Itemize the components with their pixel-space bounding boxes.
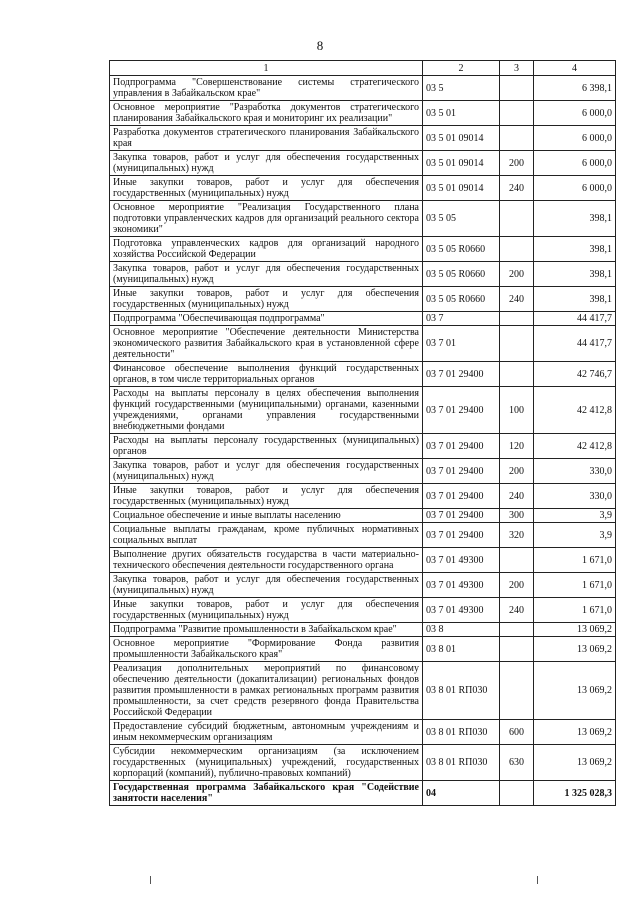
row-code-cell: 03 7 01 49300 <box>423 598 500 623</box>
row-name-cell: Закупка товаров, работ и услуг для обеспечения государственных (муниципальных) нужд <box>110 573 423 598</box>
row-code-cell: 03 5 05 <box>423 201 500 237</box>
row-name-cell: Основное мероприятие "Формирование Фонда развития промышленности Забайкальского края" <box>110 637 423 662</box>
row-code-cell: 03 5 <box>423 76 500 101</box>
row-expense-type-cell: 600 <box>500 720 534 745</box>
row-expense-type-cell <box>500 662 534 720</box>
row-name-cell: Основное мероприятие "Обеспечение деятельности Министерства экономического развития Забайкальского края в установленной сфере деятельности" <box>110 326 423 362</box>
row-code-cell: 03 8 01 <box>423 637 500 662</box>
row-expense-type-cell: 320 <box>500 523 534 548</box>
row-name-cell: Подпрограмма "Обеспечивающая подпрограмма" <box>110 312 423 326</box>
row-expense-type-cell <box>500 237 534 262</box>
row-code-cell: 03 7 01 <box>423 326 500 362</box>
row-name-cell: Расходы на выплаты персоналу государственных (муниципальных) органов <box>110 434 423 459</box>
row-expense-type-cell <box>500 548 534 573</box>
row-name-cell: Иные закупки товаров, работ и услуг для обеспечения государственных (муниципальных) нужд <box>110 484 423 509</box>
row-expense-type-cell <box>500 201 534 237</box>
row-sum-cell: 44 417,7 <box>534 312 616 326</box>
row-expense-type-cell: 300 <box>500 509 534 523</box>
header-col-1: 1 <box>110 61 423 76</box>
row-code-cell: 03 5 05 R0660 <box>423 287 500 312</box>
row-code-cell: 03 7 01 29400 <box>423 434 500 459</box>
table-row <box>110 434 616 459</box>
row-sum-cell: 398,1 <box>534 287 616 312</box>
row-name-cell: Иные закупки товаров, работ и услуг для обеспечения государственных (муниципальных) нужд <box>110 287 423 312</box>
row-sum-cell: 1 671,0 <box>534 598 616 623</box>
row-name-cell: Выполнение других обязательств государства в части материально-технического обеспечения деятельности государственного органа <box>110 548 423 573</box>
row-sum-cell: 42 412,8 <box>534 434 616 459</box>
row-code-cell: 03 7 <box>423 312 500 326</box>
row-expense-type-cell <box>500 101 534 126</box>
table-row <box>110 176 616 201</box>
table-row <box>110 484 616 509</box>
row-expense-type-cell: 240 <box>500 287 534 312</box>
row-expense-type-cell <box>500 623 534 637</box>
table-row <box>110 126 616 151</box>
row-sum-cell: 6 000,0 <box>534 151 616 176</box>
row-sum-cell: 330,0 <box>534 459 616 484</box>
table-row <box>110 76 616 101</box>
row-sum-cell: 42 412,8 <box>534 387 616 434</box>
row-sum-cell: 398,1 <box>534 262 616 287</box>
row-code-cell: 03 5 05 R0660 <box>423 262 500 287</box>
row-code-cell: 03 7 01 29400 <box>423 523 500 548</box>
row-expense-type-cell <box>500 312 534 326</box>
row-code-cell: 03 7 01 49300 <box>423 548 500 573</box>
table-row <box>110 262 616 287</box>
table-row <box>110 623 616 637</box>
row-expense-type-cell: 240 <box>500 598 534 623</box>
row-sum-cell: 6 398,1 <box>534 76 616 101</box>
row-code-cell: 04 <box>423 781 500 806</box>
row-sum-cell: 398,1 <box>534 237 616 262</box>
row-expense-type-cell: 200 <box>500 459 534 484</box>
row-name-cell: Расходы на выплаты персоналу в целях обеспечения выполнения функций государственными (муниципальными) органами, казенными учреждениями, органами управления государственными внебюджетными фондами <box>110 387 423 434</box>
row-expense-type-cell: 120 <box>500 434 534 459</box>
row-sum-cell: 3,9 <box>534 523 616 548</box>
table-body <box>110 76 616 806</box>
header-col-2: 2 <box>423 61 500 76</box>
row-expense-type-cell <box>500 781 534 806</box>
row-expense-type-cell: 200 <box>500 262 534 287</box>
row-code-cell: 03 7 01 29400 <box>423 509 500 523</box>
row-expense-type-cell: 200 <box>500 151 534 176</box>
table-row <box>110 598 616 623</box>
row-sum-cell: 6 000,0 <box>534 126 616 151</box>
row-sum-cell: 6 000,0 <box>534 176 616 201</box>
row-code-cell: 03 8 01 RП030 <box>423 745 500 781</box>
row-sum-cell: 3,9 <box>534 509 616 523</box>
row-name-cell: Закупка товаров, работ и услуг для обеспечения государственных (муниципальных) нужд <box>110 151 423 176</box>
table-row <box>110 662 616 720</box>
row-code-cell: 03 7 01 29400 <box>423 459 500 484</box>
row-name-cell: Подготовка управленческих кадров для организаций народного хозяйства Российской Федерации <box>110 237 423 262</box>
row-name-cell: Основное мероприятие "Реализация Государственного плана подготовки управленческих кадров для организаций реального сектора экономики" <box>110 201 423 237</box>
row-code-cell: 03 8 01 RП030 <box>423 720 500 745</box>
row-name-cell: Иные закупки товаров, работ и услуг для обеспечения государственных (муниципальных) нужд <box>110 598 423 623</box>
margin-mark <box>537 876 538 884</box>
row-code-cell: 03 8 <box>423 623 500 637</box>
row-sum-cell: 1 671,0 <box>534 573 616 598</box>
row-code-cell: 03 7 01 29400 <box>423 387 500 434</box>
row-code-cell: 03 8 01 RП030 <box>423 662 500 720</box>
row-sum-cell: 1 325 028,3 <box>534 781 616 806</box>
row-sum-cell: 13 069,2 <box>534 623 616 637</box>
row-code-cell: 03 7 01 29400 <box>423 484 500 509</box>
row-sum-cell: 398,1 <box>534 201 616 237</box>
row-sum-cell: 1 671,0 <box>534 548 616 573</box>
row-expense-type-cell <box>500 637 534 662</box>
table-row <box>110 362 616 387</box>
row-name-cell: Подпрограмма "Развитие промышленности в Забайкальском крае" <box>110 623 423 637</box>
row-name-cell: Иные закупки товаров, работ и услуг для обеспечения государственных (муниципальных) нужд <box>110 176 423 201</box>
row-code-cell: 03 5 01 09014 <box>423 126 500 151</box>
table-row <box>110 523 616 548</box>
row-name-cell: Субсидии некоммерческим организациям (за исключением государственных (муниципальных) учреждений, государственных корпораций (компаний), публично-правовых компаний) <box>110 745 423 781</box>
row-sum-cell: 44 417,7 <box>534 326 616 362</box>
table-row <box>110 101 616 126</box>
row-code-cell: 03 5 01 09014 <box>423 151 500 176</box>
row-name-cell: Реализация дополнительных мероприятий по финансовому обеспечению деятельности (докапитализации) региональных фондов развития промышленности в рамках региональных программ развития промышленности, за счет средств резервного фонда Правительства Российской Федерации <box>110 662 423 720</box>
row-sum-cell: 13 069,2 <box>534 720 616 745</box>
table-row <box>110 201 616 237</box>
table-row <box>110 745 616 781</box>
table-row <box>110 637 616 662</box>
row-sum-cell: 6 000,0 <box>534 101 616 126</box>
row-code-cell: 03 5 01 <box>423 101 500 126</box>
row-name-cell: Государственная программа Забайкальского края "Содействие занятости населения" <box>110 781 423 806</box>
row-expense-type-cell <box>500 76 534 101</box>
row-sum-cell: 13 069,2 <box>534 662 616 720</box>
table-row <box>110 237 616 262</box>
row-code-cell: 03 7 01 49300 <box>423 573 500 598</box>
row-name-cell: Закупка товаров, работ и услуг для обеспечения государственных (муниципальных) нужд <box>110 459 423 484</box>
budget-table <box>109 60 616 806</box>
row-name-cell: Закупка товаров, работ и услуг для обеспечения государственных (муниципальных) нужд <box>110 262 423 287</box>
row-code-cell: 03 5 01 09014 <box>423 176 500 201</box>
row-expense-type-cell: 200 <box>500 573 534 598</box>
row-name-cell: Предоставление субсидий бюджетным, автономным учреждениям и иным некоммерческим организациям <box>110 720 423 745</box>
table-row <box>110 312 616 326</box>
row-name-cell: Финансовое обеспечение выполнения функций государственных органов, в том числе территориальных органов <box>110 362 423 387</box>
row-expense-type-cell <box>500 362 534 387</box>
header-col-3: 3 <box>500 61 534 76</box>
row-expense-type-cell <box>500 326 534 362</box>
table-row <box>110 287 616 312</box>
row-expense-type-cell: 240 <box>500 176 534 201</box>
row-sum-cell: 13 069,2 <box>534 745 616 781</box>
margin-mark <box>150 876 151 884</box>
table-row <box>110 781 616 806</box>
row-name-cell: Социальное обеспечение и иные выплаты населению <box>110 509 423 523</box>
row-name-cell: Основное мероприятие "Разработка документов стратегического планирования Забайкальского края и мониторинг их реализации" <box>110 101 423 126</box>
table-row <box>110 151 616 176</box>
table-row <box>110 720 616 745</box>
row-expense-type-cell: 240 <box>500 484 534 509</box>
row-code-cell: 03 5 05 R0660 <box>423 237 500 262</box>
row-name-cell: Подпрограмма "Совершенствование системы стратегического управления в Забайкальском крае" <box>110 76 423 101</box>
row-code-cell: 03 7 01 29400 <box>423 362 500 387</box>
header-col-4: 4 <box>534 61 616 76</box>
row-expense-type-cell: 630 <box>500 745 534 781</box>
table-row <box>110 326 616 362</box>
table-row <box>110 509 616 523</box>
row-name-cell: Разработка документов стратегического планирования Забайкальского края <box>110 126 423 151</box>
table-row <box>110 573 616 598</box>
row-sum-cell: 13 069,2 <box>534 637 616 662</box>
row-expense-type-cell: 100 <box>500 387 534 434</box>
row-name-cell: Социальные выплаты гражданам, кроме публичных нормативных социальных выплат <box>110 523 423 548</box>
table-row <box>110 387 616 434</box>
table-row <box>110 548 616 573</box>
row-sum-cell: 330,0 <box>534 484 616 509</box>
row-expense-type-cell <box>500 126 534 151</box>
table-header-row <box>110 61 616 76</box>
page-number: 8 <box>316 38 324 53</box>
row-sum-cell: 42 746,7 <box>534 362 616 387</box>
table-row <box>110 459 616 484</box>
